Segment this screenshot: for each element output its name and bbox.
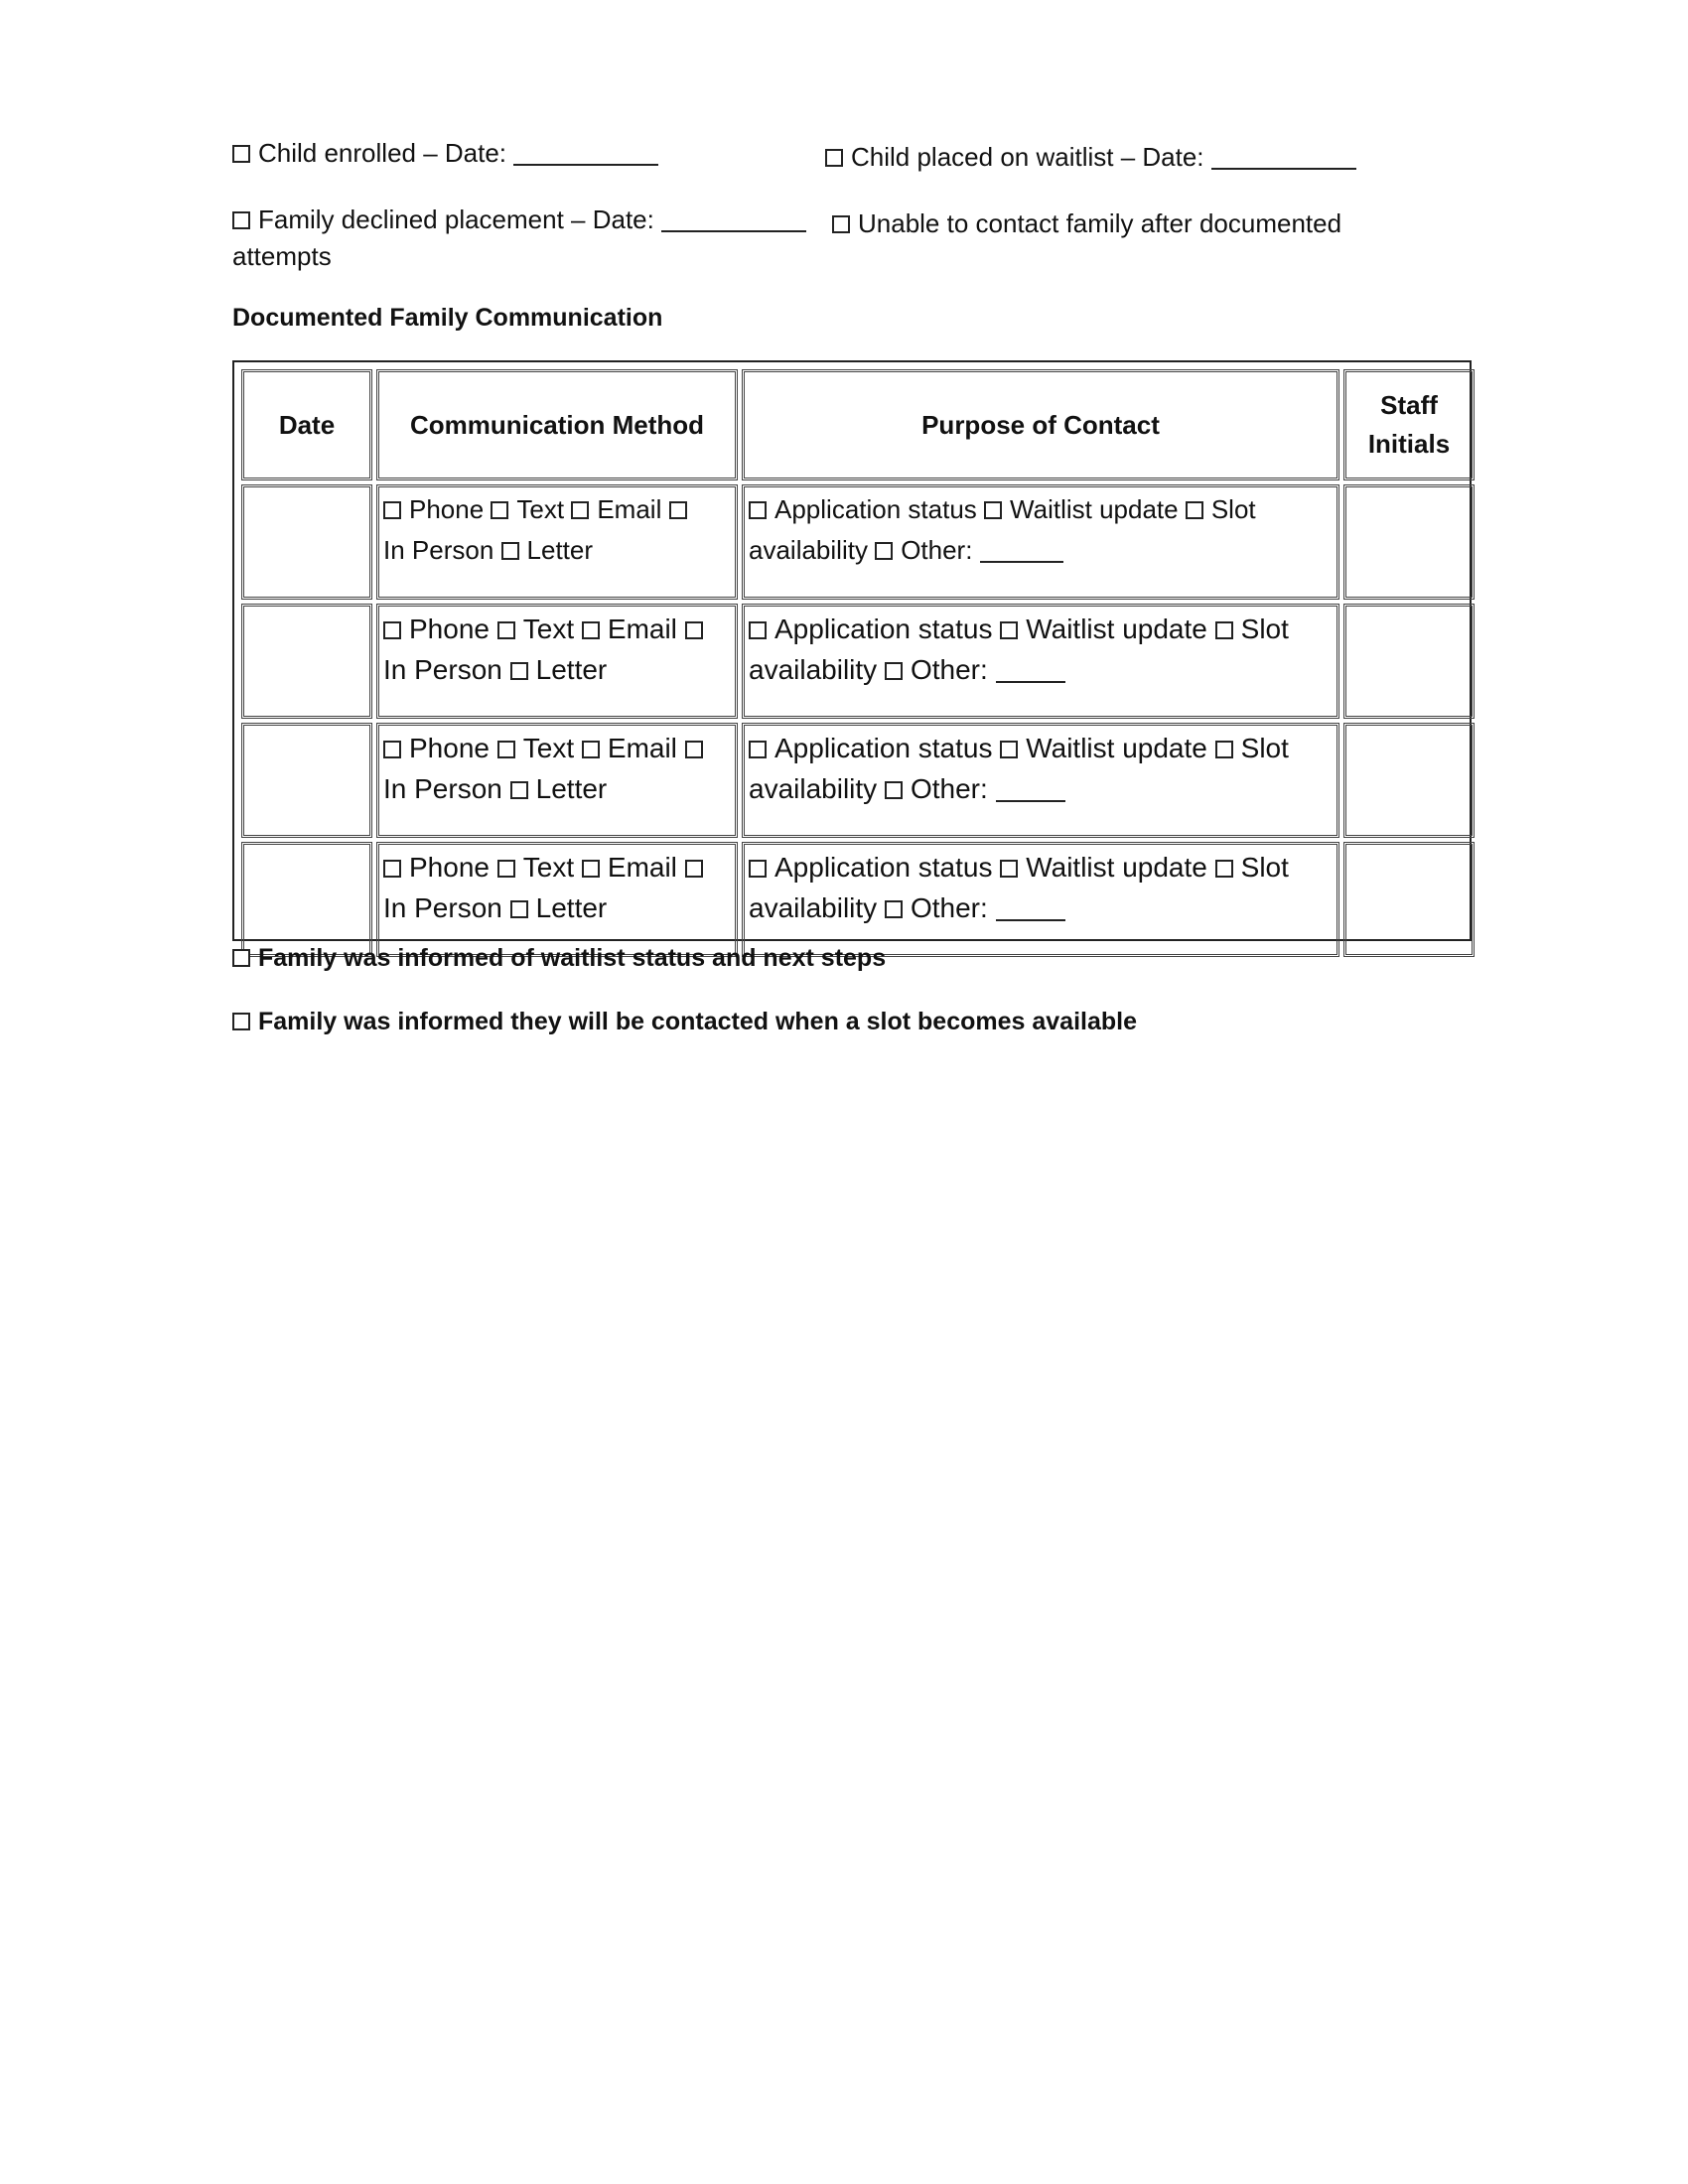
application-status-checkbox[interactable] [749,741,767,758]
header-initials-line1: Staff [1380,390,1438,420]
text-label: Text [516,494,565,524]
slot-label: Slot [1240,852,1289,883]
table-row [241,604,1475,719]
email-label: Email [607,614,677,644]
application-status-checkbox[interactable] [749,621,767,639]
in-person-checkbox[interactable] [685,741,703,758]
text-checkbox[interactable] [497,860,515,878]
availability-label: availability [749,773,878,804]
letter-checkbox[interactable] [510,781,528,799]
phone-label: Phone [409,733,490,763]
slot-availability-checkbox[interactable] [1186,501,1203,519]
letter-checkbox[interactable] [510,900,528,918]
other-label: Other: [910,773,988,804]
method-cell [376,604,738,719]
child-enrolled-checkbox[interactable] [232,145,250,163]
slot-label: Slot [1210,494,1256,524]
phone-checkbox[interactable] [383,501,401,519]
waitlist-update-checkbox[interactable] [1000,741,1018,758]
child-waitlist-date-field[interactable] [1211,148,1356,170]
family-declined-option [232,202,806,237]
slot-availability-checkbox[interactable] [1215,741,1233,758]
phone-checkbox[interactable] [383,741,401,758]
text-label: Text [522,614,575,644]
email-label: Email [607,852,677,883]
unable-contact-checkbox[interactable] [832,215,850,233]
other-label: Other: [901,535,973,565]
phone-checkbox[interactable] [383,621,401,639]
letter-label: Letter [535,654,608,685]
other-field[interactable] [996,780,1065,802]
child-waitlist-option [825,139,1356,175]
section-title: Documented Family Communication [232,304,663,332]
other-checkbox[interactable] [875,542,893,560]
in-person-label: In Person [383,892,502,923]
waitlist-update-checkbox[interactable] [1000,621,1018,639]
in-person-label: In Person [383,654,502,685]
purpose-cell [742,723,1339,838]
initials-cell[interactable] [1343,484,1475,600]
letter-label: Letter [526,535,594,565]
contact-informed-option [232,1004,1137,1039]
initials-cell[interactable] [1343,604,1475,719]
waitlist-informed-checkbox[interactable] [232,949,250,967]
other-label: Other: [910,892,988,923]
slot-availability-checkbox[interactable] [1215,860,1233,878]
table-header-row [241,369,1475,480]
availability-label: availability [749,535,868,565]
in-person-label: In Person [383,773,502,804]
initials-cell[interactable] [1343,842,1475,957]
family-declined-label: Family declined placement – Date: [258,205,654,234]
other-field[interactable] [996,899,1065,921]
header-purpose: Purpose of Contact [742,369,1339,480]
unable-contact-continuation: attempts [232,241,332,271]
unable-contact-option [832,205,1341,241]
family-declined-checkbox[interactable] [232,211,250,229]
slot-label: Slot [1240,614,1289,644]
email-checkbox[interactable] [582,860,600,878]
in-person-checkbox[interactable] [669,501,687,519]
in-person-label: In Person [383,535,494,565]
application-status-label: Application status [774,614,993,644]
letter-label: Letter [535,892,608,923]
method-cell [376,723,738,838]
phone-label: Phone [409,852,490,883]
date-cell[interactable] [241,604,372,719]
text-checkbox[interactable] [491,501,508,519]
letter-checkbox[interactable] [501,542,519,560]
header-initials-line2: Initials [1367,429,1451,459]
application-status-label: Application status [774,852,993,883]
other-checkbox[interactable] [885,900,903,918]
slot-label: Slot [1240,733,1289,763]
text-checkbox[interactable] [497,741,515,758]
contact-informed-checkbox[interactable] [232,1013,250,1030]
application-status-checkbox[interactable] [749,501,767,519]
text-checkbox[interactable] [497,621,515,639]
waitlist-update-label: Waitlist update [1026,614,1207,644]
other-checkbox[interactable] [885,781,903,799]
child-waitlist-checkbox[interactable] [825,149,843,167]
waitlist-update-label: Waitlist update [1010,494,1179,524]
header-initials [1343,369,1475,480]
waitlist-update-checkbox[interactable] [984,501,1002,519]
phone-label: Phone [409,494,485,524]
letter-checkbox[interactable] [510,662,528,680]
table-row [241,484,1475,600]
communication-table [232,360,1472,941]
application-status-label: Application status [774,494,977,524]
child-waitlist-label: Child placed on waitlist – Date: [851,142,1204,172]
in-person-checkbox[interactable] [685,860,703,878]
email-label: Email [607,733,677,763]
child-enrolled-date-field[interactable] [513,144,658,166]
slot-availability-checkbox[interactable] [1215,621,1233,639]
waitlist-informed-label: Family was informed of waitlist status and next steps [258,944,887,972]
other-checkbox[interactable] [885,662,903,680]
child-enrolled-option [232,135,658,171]
text-label: Text [522,852,575,883]
table-row [241,723,1475,838]
purpose-cell [742,484,1339,600]
phone-checkbox[interactable] [383,860,401,878]
date-cell[interactable] [241,484,372,600]
phone-label: Phone [409,614,490,644]
purpose-cell [742,604,1339,719]
email-label: Email [597,494,662,524]
header-date: Date [241,369,372,480]
waitlist-update-label: Waitlist update [1026,733,1207,763]
application-status-checkbox[interactable] [749,860,767,878]
waitlist-informed-option [232,940,886,976]
availability-label: availability [749,892,878,923]
other-field[interactable] [996,661,1065,683]
other-field[interactable] [980,541,1063,563]
unable-contact-label: Unable to contact family after documented [858,208,1342,238]
date-cell[interactable] [241,723,372,838]
family-declined-date-field[interactable] [661,210,806,232]
application-status-label: Application status [774,733,993,763]
email-checkbox[interactable] [571,501,589,519]
letter-label: Letter [535,773,608,804]
in-person-checkbox[interactable] [685,621,703,639]
text-label: Text [522,733,575,763]
email-checkbox[interactable] [582,741,600,758]
child-enrolled-label: Child enrolled – Date: [258,138,507,168]
availability-label: availability [749,654,878,685]
waitlist-update-label: Waitlist update [1026,852,1207,883]
waitlist-update-checkbox[interactable] [1000,860,1018,878]
method-cell [376,484,738,600]
contact-informed-label: Family was informed they will be contacted when a slot becomes available [258,1008,1137,1035]
initials-cell[interactable] [1343,723,1475,838]
email-checkbox[interactable] [582,621,600,639]
header-method: Communication Method [376,369,738,480]
other-label: Other: [910,654,988,685]
